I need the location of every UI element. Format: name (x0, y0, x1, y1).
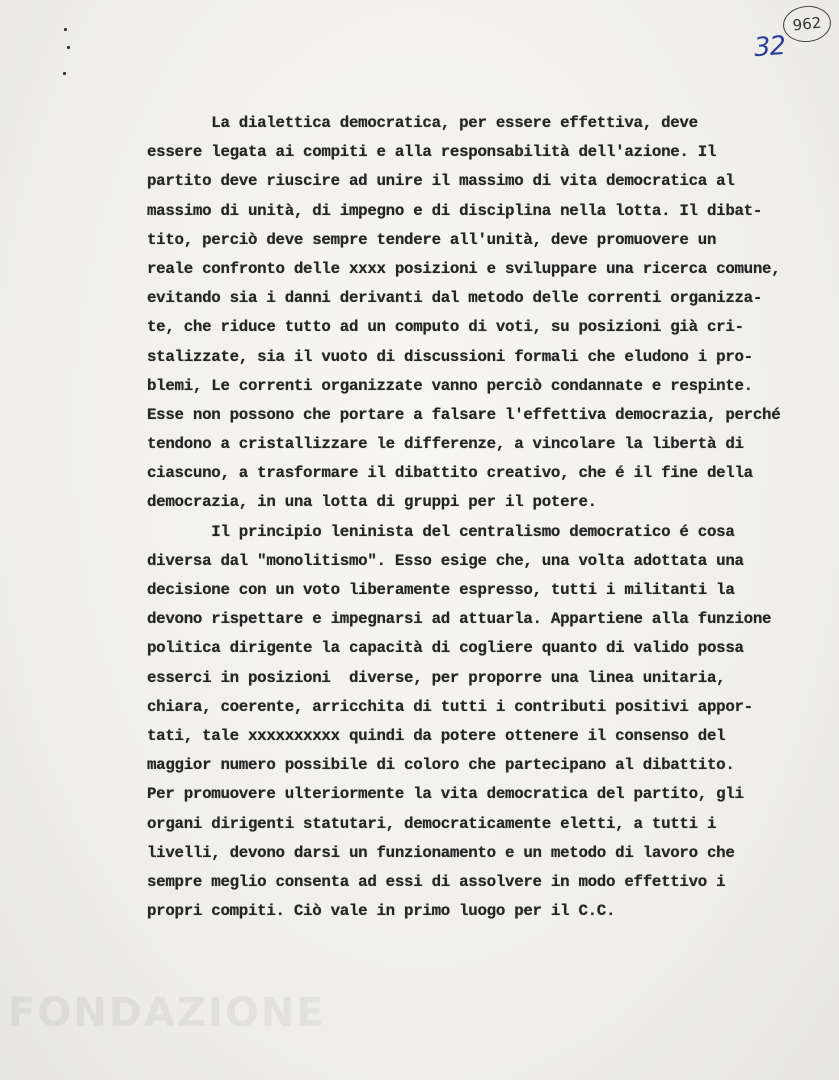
text-line: sempre meglio consenta ad essi di assolvere in modo effettivo i (147, 872, 726, 891)
text-line: organi dirigenti statutari, democraticamente eletti, a tutti i (147, 814, 717, 833)
text-line: ciascuno, a trasformare il dibattito creativo, che é il fine della (147, 464, 753, 483)
typewritten-text (147, 109, 837, 926)
text-line: chiara, coerente, arricchita di tutti i contributi positivi appor- (147, 697, 753, 716)
text-line: diversa dal "monolitismo". Esso esige che, una volta adottata una (147, 551, 744, 570)
text-line: blemi, Le correnti organizzate vanno perciò condannate e respinte. (147, 376, 753, 395)
text-line: tati, tale xxxxxxxxxx quindi da potere ottenere il consenso del (147, 726, 726, 745)
text-line: evitando sia i danni derivanti dal metodo delle correnti organizza- (147, 289, 763, 308)
text-line: politica dirigente la capacità di cogliere quanto di valido possa (147, 639, 744, 658)
text-line: democrazia, in una lotta di gruppi per il potere. (147, 493, 597, 512)
text-line: stalizzate, sia il vuoto di discussioni formali che eludono i pro- (147, 347, 753, 366)
handwritten-page-number: 32 (752, 30, 787, 64)
faint-watermark: FONDAZIONE (8, 990, 326, 1036)
text-line: maggior numero possibile di coloro che partecipano al dibattito. (147, 756, 735, 775)
text-line: reale confronto delle xxxx posizioni e sviluppare una ricerca comune, (147, 259, 781, 278)
text-line: essere legata ai compiti e alla responsabilità dell'azione. Il (147, 143, 717, 162)
archive-stamp (781, 4, 833, 45)
text-line: massimo di unità, di impegno e di disciplina nella lotta. Il dibat- (147, 201, 763, 220)
text-line: Esse non possono che portare a falsare l'effettiva democrazia, perché (147, 405, 781, 424)
text-line: tito, perciò deve sempre tendere all'unità, deve promuovere un (147, 230, 717, 249)
text-line: te, che riduce tutto ad un computo di voti, su posizioni già cri- (147, 318, 744, 337)
text-line: tendono a cristallizzare le differenze, a vincolare la libertà di (147, 435, 744, 454)
text-line: livelli, devono darsi un funzionamento e un metodo di lavoro che (147, 843, 735, 862)
text-line: decisione con un voto liberamente espresso, tutti i militanti la (147, 581, 735, 599)
text-line: esserci in posizioni diverse, per proporre una linea unitaria, (147, 668, 726, 687)
punch-marks (62, 28, 72, 88)
text-line: Il principio leninista del centralismo democratico é cosa (147, 522, 735, 541)
text-line: propri compiti. Ciò vale in primo luogo per il C.C. (147, 902, 616, 921)
stamp-number: 962 (791, 13, 823, 35)
text-line: devono rispettare e impegnarsi ad attuarla. Appartiene alla funzione (147, 610, 772, 629)
text-line: partito deve riuscire ad unire il massimo di vita democratica al (147, 172, 735, 191)
text-line: La dialettica democratica, per essere effettiva, deve (147, 114, 698, 132)
text-line: Per promuovere ulteriormente la vita democratica del partito, gli (147, 785, 744, 804)
